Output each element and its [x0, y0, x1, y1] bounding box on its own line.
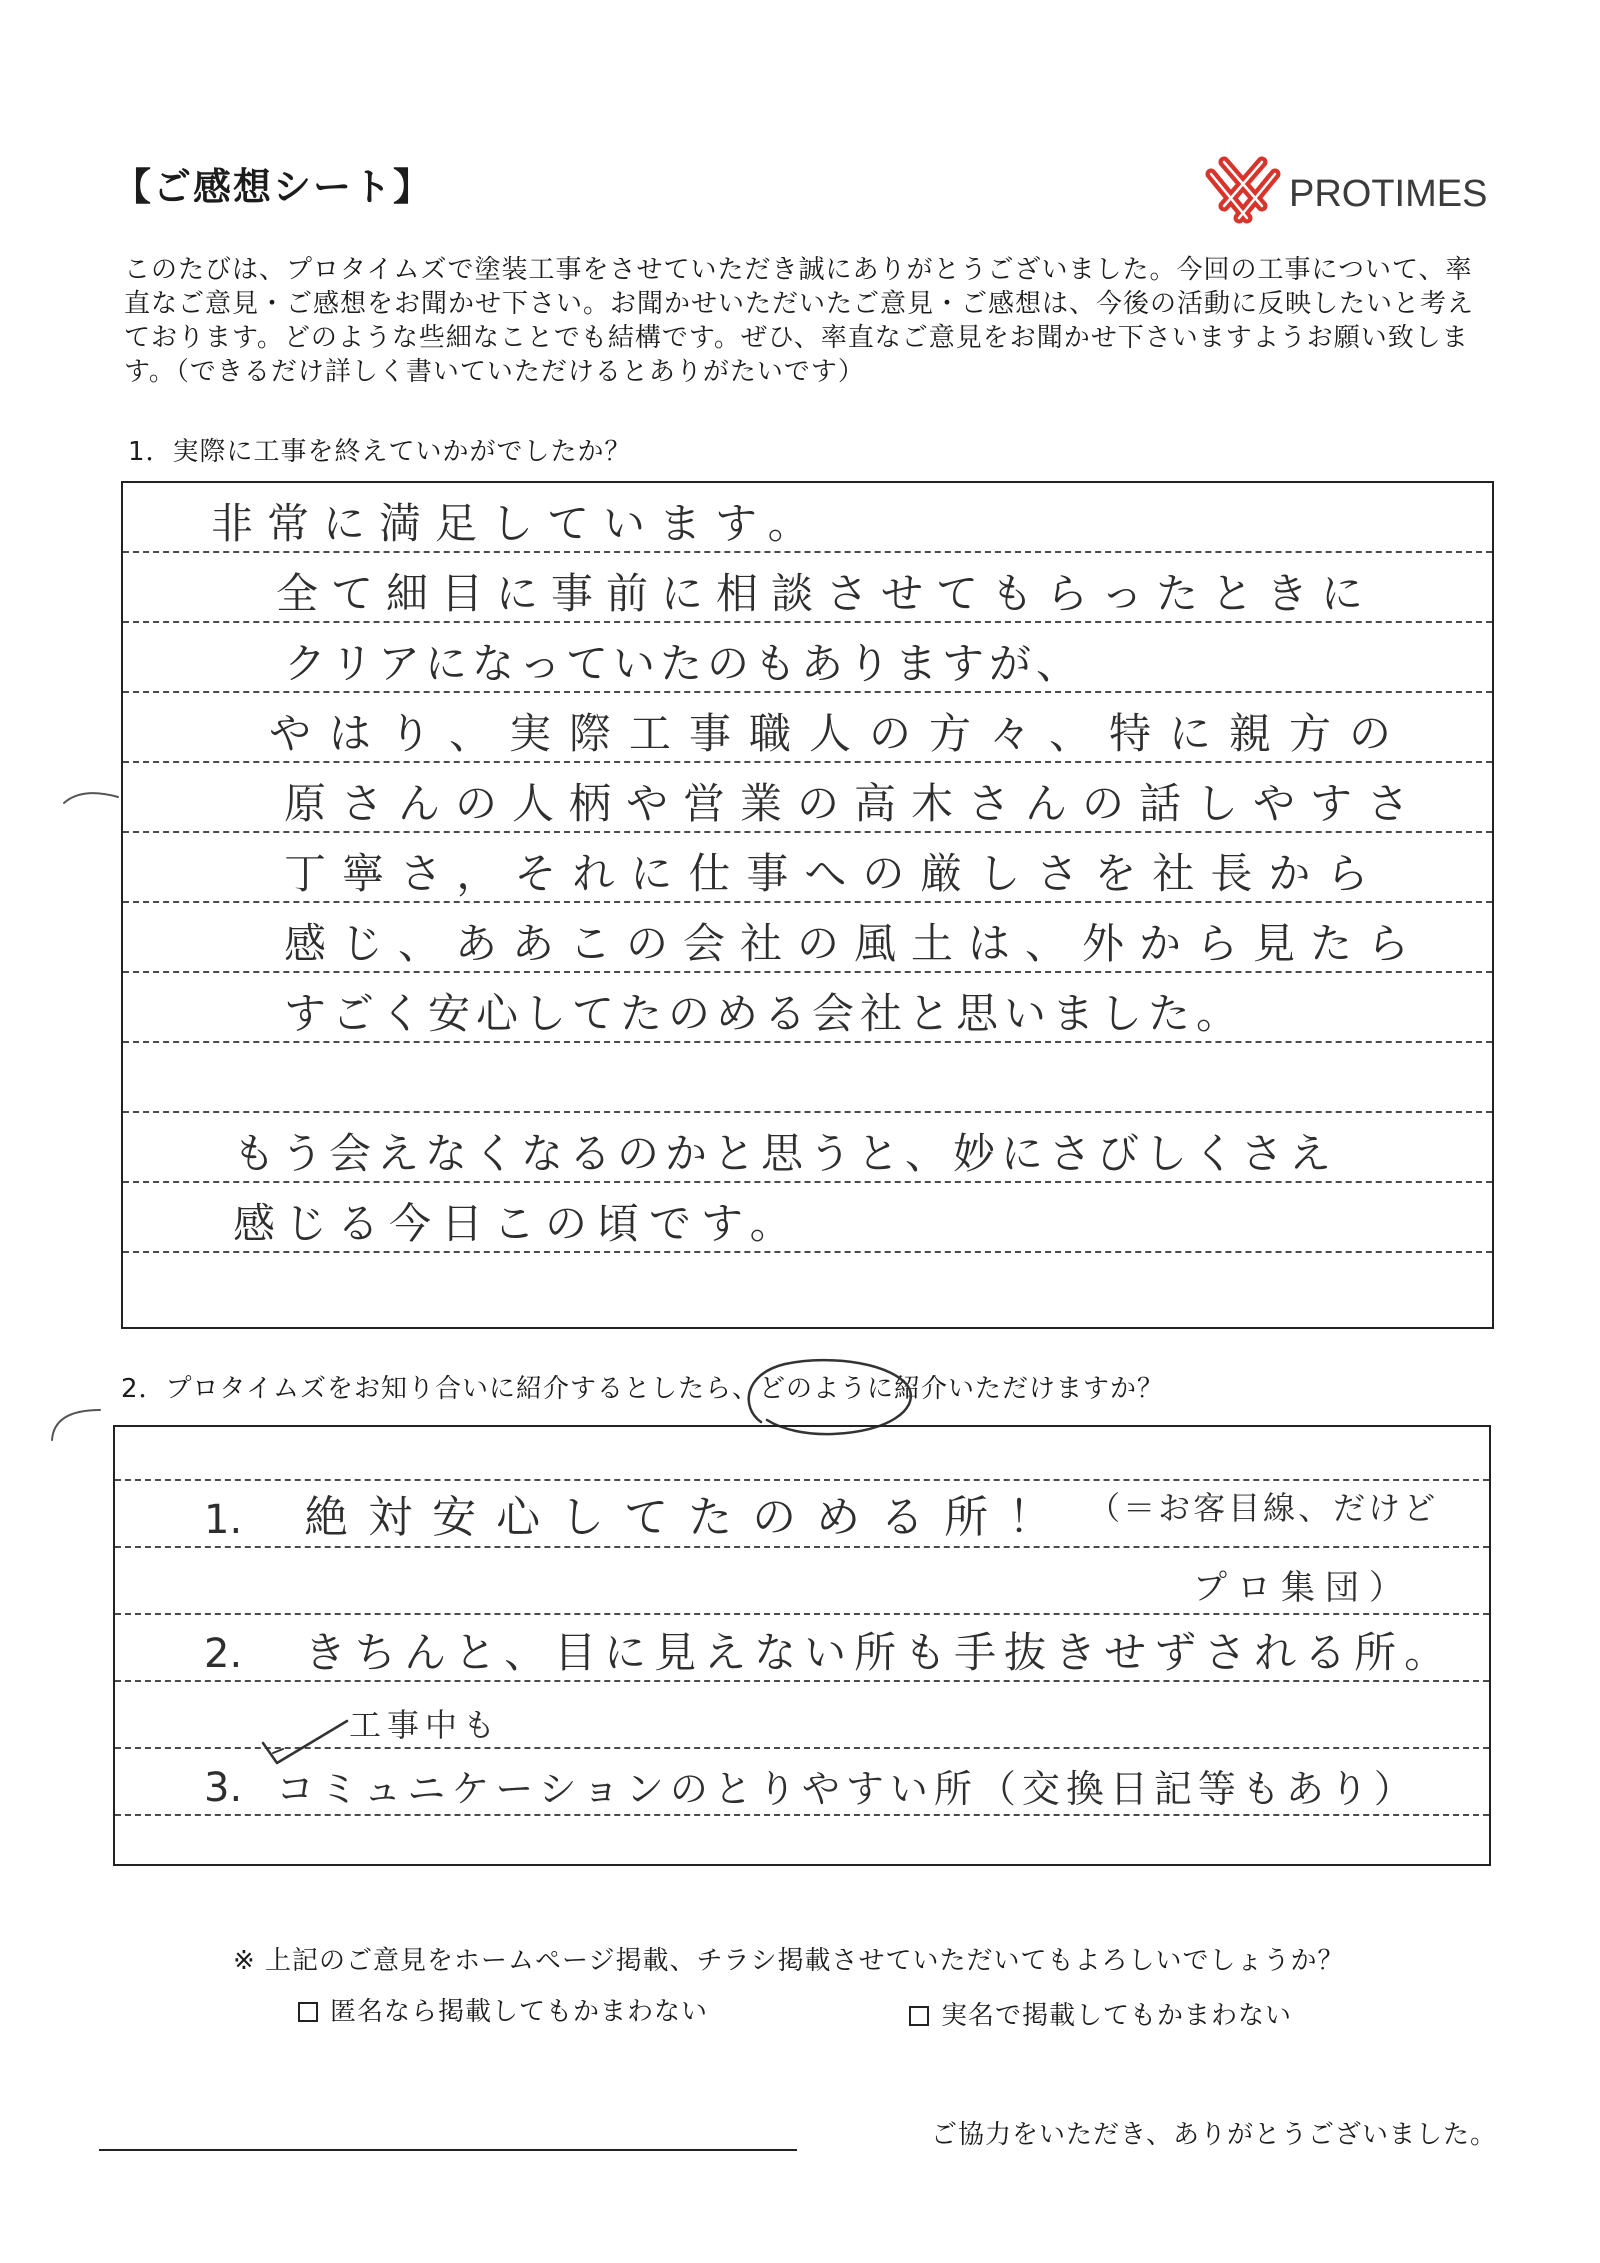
handwritten-answer-line: やはり、実際工事職人の方々、特に親方の	[269, 709, 1410, 758]
handwritten-insertion: 工事中も	[349, 1706, 502, 1744]
handwritten-answer-line: 非常に満足しています。	[211, 499, 824, 548]
handwritten-answer-line: クリアになっていたのもありますが、	[284, 639, 1084, 688]
answer-row	[123, 693, 1492, 763]
question-2-answer-box[interactable]	[113, 1425, 1491, 1866]
handwritten-answer-line: もう会えなくなるのかと思うと、妙にさびしくさえ	[233, 1129, 1338, 1178]
handwritten-answer-line: すごく安心してたのめる会社と思いました。	[284, 989, 1245, 1038]
intro-line: ております。どのような些細なことでも結構です。ぜひ、率直なご意見をお聞かせ下さいますようお願い致しま	[124, 323, 1469, 353]
intro-line: す。（できるだけ詳しく書いていただけるとありがたいです）	[124, 357, 865, 387]
handwritten-answer-line: 感じる今日この頃です。	[233, 1199, 802, 1248]
intro-paragraph	[124, 253, 1474, 389]
answer-number: 2.	[204, 1631, 243, 1677]
sheet-title: 【ご感想シート】	[113, 165, 434, 209]
handwritten-answer-line: コミュニケーションのとりやすい所（交換日記等もあり）	[276, 1767, 1418, 1811]
answer-row	[123, 903, 1492, 973]
answer-row	[115, 1481, 1489, 1548]
answer-row	[123, 833, 1492, 903]
question-1-label: 1．実際に工事を終えていかがでしたか？	[128, 437, 632, 467]
intro-line: このたびは、プロタイムズで塗装工事をさせていただき誠にありがとうございました。今回の工事について、率	[124, 255, 1473, 285]
handwritten-note-continued: プロ集団）	[1193, 1568, 1413, 1608]
publication-consent-question: ※ 上記のご意見をホームページ掲載、チラシ掲載させていただいてもよろしいでしょうか？	[233, 1946, 1345, 1976]
checkbox-label: 匿名なら掲載してもかまわない	[330, 1997, 709, 2027]
answer-row	[123, 553, 1492, 623]
handwritten-answer-line: 丁寧さ，それに仕事への厳しさを社長から	[284, 849, 1385, 898]
signature-line[interactable]	[99, 2149, 797, 2151]
question-2-label	[121, 1372, 1164, 1406]
checkbox[interactable]	[909, 2006, 929, 2026]
handwritten-answer-line: 感じ、ああこの会社の風土は、外から見たら	[284, 919, 1425, 968]
answer-row	[123, 1113, 1492, 1183]
question-2-label-start: 2．プロタイムズをお知り合いに紹介するとしたら、	[121, 1374, 760, 1404]
handwritten-answer-line: 絶対安心してたのめる所！	[304, 1492, 1073, 1543]
insertion-check-mark-icon	[259, 1713, 351, 1769]
handwritten-answer-line: 全て細目に事前に相談させてもらったときに	[276, 569, 1377, 618]
answer-number: 3.	[204, 1765, 243, 1811]
margin-pencil-mark	[48, 1404, 104, 1444]
margin-pencil-mark	[62, 785, 122, 809]
handwritten-answer-line: きちんと、目に見えない所も手抜きせずされる所。	[304, 1628, 1455, 1677]
brand-name: PROTIMES	[1289, 173, 1488, 215]
checkbox-label: 実名で掲載してもかまわない	[941, 2001, 1293, 2031]
question-1-answer-box[interactable]	[121, 481, 1494, 1329]
consent-option-real-name[interactable]	[909, 1999, 1292, 2033]
checkbox[interactable]	[298, 2002, 318, 2022]
answer-row	[123, 623, 1492, 693]
circled-phrase-text: どのように	[759, 1374, 895, 1404]
handwritten-answer-line: 原さんの人柄や営業の高木さんの話しやすさ	[284, 779, 1425, 828]
thank-you-note: ご協力をいただき、ありがとうございました。	[931, 2120, 1497, 2150]
answer-row-blank	[123, 1043, 1492, 1113]
answer-row	[115, 1615, 1489, 1682]
answer-row-blank	[115, 1427, 1489, 1481]
question-2-label-end: 紹介いただけますか？	[894, 1374, 1165, 1404]
answer-row	[123, 1183, 1492, 1253]
answer-row	[123, 483, 1492, 553]
answer-row	[123, 763, 1492, 833]
protimes-logo-icon	[1202, 154, 1284, 228]
intro-line: 直なご意見・ご感想をお聞かせ下さい。お聞かせいただいたご意見・ご感想は、今後の活動に反映したいと考え	[124, 289, 1475, 319]
answer-row	[115, 1548, 1489, 1615]
consent-option-anonymous[interactable]	[298, 1995, 708, 2029]
answer-number: 1.	[204, 1497, 243, 1543]
answer-row	[123, 973, 1492, 1043]
handwritten-note: （＝お客目線、だけど	[1088, 1489, 1439, 1527]
circled-phrase	[759, 1372, 894, 1406]
